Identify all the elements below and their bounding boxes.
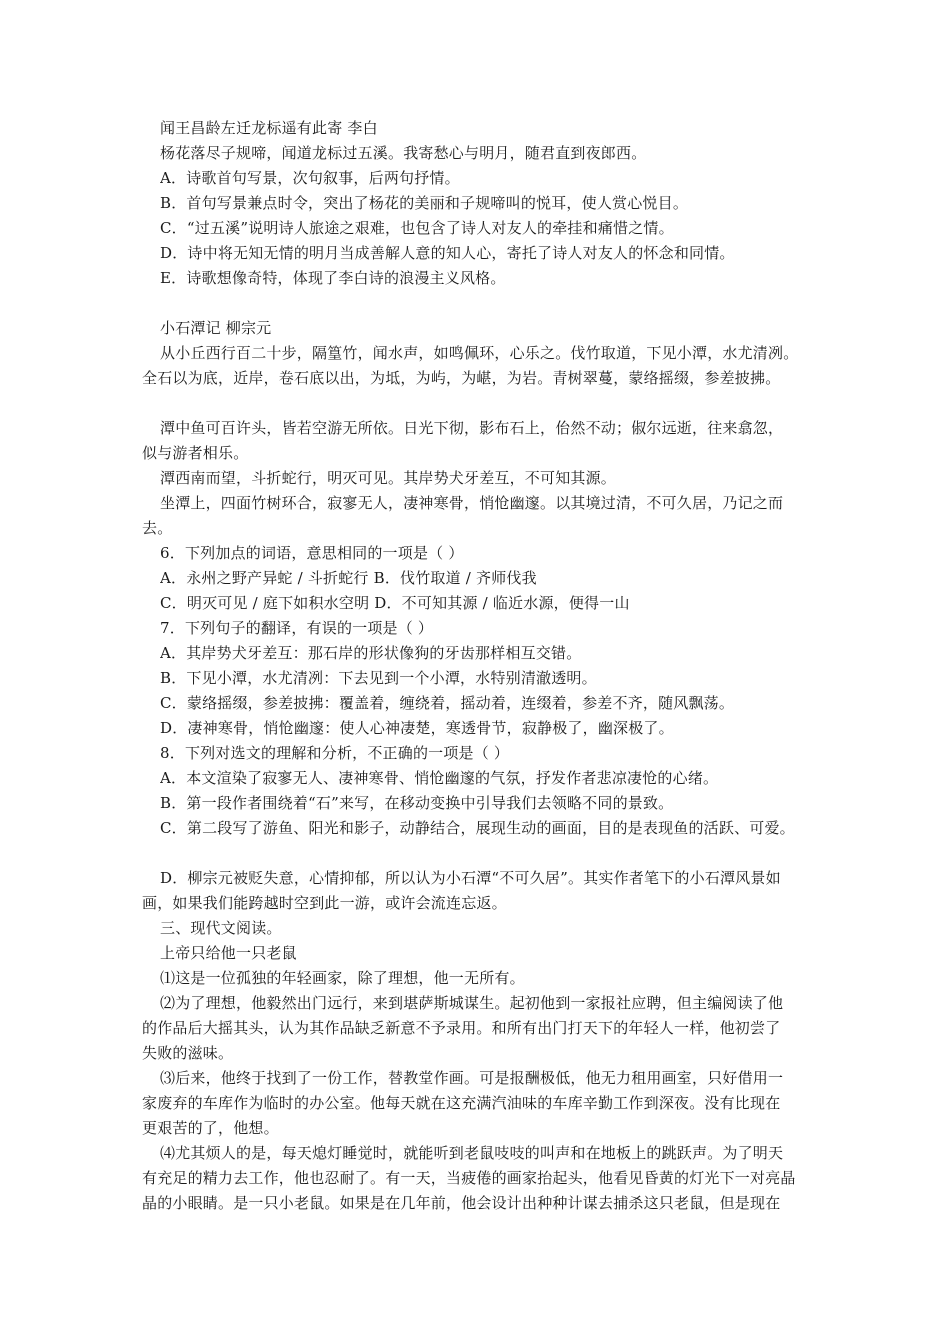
text-line: D．柳宗元被贬失意，心情抑郁，所以认为小石潭“不可久居”。其实作者笔下的小石潭风景如 [160, 869, 781, 887]
text-line: 似与游者相乐。 [142, 444, 249, 462]
text-line: 杨花落尽子规啼，闻道龙标过五溪。我寄愁心与明月，随君直到夜郎西。 [160, 144, 647, 162]
text-line: 小石潭记 柳宗元 [160, 319, 272, 337]
text-line: ⑴这是一位孤独的年轻画家，除了理想，他一无所有。 [160, 969, 525, 987]
text-line: 失败的滋味。 [142, 1044, 234, 1062]
text-line: C．第二段写了游鱼、阳光和影子，动静结合，展现生动的画面，目的是表现鱼的活跃、可爱。 [160, 819, 795, 837]
text-line: B．首句写景兼点时令，突出了杨花的美丽和子规啼叫的悦耳，使人赏心悦目。 [160, 194, 689, 212]
text-line: 闻王昌龄左迁龙标遥有此寄 李白 [160, 119, 378, 137]
text-line: A．永州之野产异蛇 / 斗折蛇行 B．伐竹取道 / 齐师伐我 [160, 569, 537, 587]
text-line: D．凄神寒骨，悄怆幽邃：使人心神凄楚，寒透骨节，寂静极了，幽深极了。 [160, 719, 674, 737]
text-line: 潭西南而望，斗折蛇行，明灭可见。其岸势犬牙差互，不可知其源。 [160, 469, 617, 487]
text-line: 画，如果我们能跨越时空到此一游，或许会流连忘返。 [142, 894, 507, 912]
text-line: 全石以为底，近岸，卷石底以出，为坻，为屿，为嵁，为岩。青树翠蔓，蒙络摇缀，参差披拂。 [142, 369, 781, 387]
text-line: B．第一段作者围绕着“石”来写，在移动变换中引导我们去领略不同的景致。 [160, 794, 674, 812]
text-line: ⑷尤其烦人的是，每天熄灯睡觉时，就能听到老鼠吱吱的叫声和在地板上的跳跃声。为了明天 [160, 1144, 784, 1162]
text-line: C．蒙络摇缀，参差披拂：覆盖着，缠绕着，摇动着，连缀着，参差不齐，随风飘荡。 [160, 694, 735, 712]
text-line: 上帝只给他一只老鼠 [160, 944, 297, 962]
text-line: B．下见小潭，水尤清冽：下去见到一个小潭，水特别清澈透明。 [160, 669, 597, 687]
text-line: 家废弃的车库作为临时的办公室。他每天就在这充满汽油味的车库辛勤工作到深夜。没有比现在 [142, 1094, 781, 1112]
text-line: 6．下列加点的词语，意思相同的一项是（ ） [160, 544, 464, 562]
text-line: A．本文渲染了寂寥无人、凄神寒骨、悄怆幽邃的气氛，抒发作者悲凉凄怆的心绪。 [160, 769, 719, 787]
text-line: A．其岸势犬牙差互：那石岸的形状像狗的牙齿那样相互交错。 [160, 644, 582, 662]
text-line: 晶的小眼睛。是一只小老鼠。如果是在几年前，他会设计出种种计谋去捕杀这只老鼠，但是现在 [142, 1194, 781, 1212]
text-line: C．“过五溪”说明诗人旅途之艰难，也包含了诗人对友人的牵挂和痛惜之情。 [160, 219, 674, 237]
text-line: 更艰苦的了，他想。 [142, 1119, 279, 1137]
text-line: 坐潭上，四面竹树环合，寂寥无人，凄神寒骨，悄怆幽邃。以其境过清，不可久居，乃记之而 [160, 494, 784, 512]
text-line: 的作品后大摇其头，认为其作品缺乏新意不予录用。和所有出门打天下的年轻人一样，他初尝了 [142, 1019, 781, 1037]
text-line: E．诗歌想像奇特，体现了李白诗的浪漫主义风格。 [160, 269, 506, 287]
text-line: 从小丘西行百二十步，隔篁竹，闻水声，如鸣佩环，心乐之。伐竹取道，下见小潭，水尤清冽。 [160, 344, 799, 362]
text-line: 有充足的精力去工作，他也忍耐了。有一天，当疲倦的画家抬起头，他看见昏黄的灯光下一对亮晶 [142, 1169, 796, 1187]
text-line: ⑶后来，他终于找到了一份工作，替教堂作画。可是报酬极低，他无力租用画室，只好借用一 [160, 1069, 784, 1087]
text-line: 7．下列句子的翻译，有误的一项是（ ） [160, 619, 434, 637]
text-line: C．明灭可见 / 庭下如积水空明 D．不可知其源 / 临近水源，便得一山 [160, 594, 630, 612]
text-line: ⑵为了理想，他毅然出门远行，来到堪萨斯城谋生。起初他到一家报社应聘，但主编阅读了他 [160, 994, 784, 1012]
text-line: 三、现代文阅读。 [160, 919, 282, 937]
text-line: 潭中鱼可百许头，皆若空游无所依。日光下彻，影布石上，佁然不动；俶尔远逝，往来翕忽， [160, 419, 784, 437]
text-line: 8．下列对选文的理解和分析，不正确的一项是（ ） [160, 744, 510, 762]
text-line: A．诗歌首句写景，次句叙事，后两句抒情。 [160, 169, 460, 187]
text-line: 去。 [142, 519, 173, 537]
text-line: D．诗中将无知无情的明月当成善解人意的知人心，寄托了诗人对友人的怀念和同情。 [160, 244, 735, 262]
